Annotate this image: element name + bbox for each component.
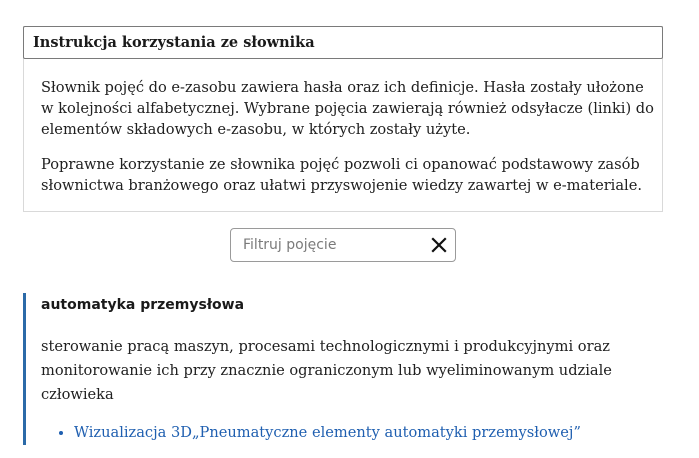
entry-term: automatyka przemysłowa (41, 297, 245, 313)
instructions-body (41, 77, 656, 196)
entry-links-list (41, 421, 581, 445)
filter-box (230, 228, 456, 262)
entry-definition: sterowanie pracą maszyn, procesami technologicznymi i produkcyjnymi oraz monitorowanie ich przy znacznie ograniczonym lub wyeliminowanym udziale człowieka (41, 338, 612, 403)
entry-link[interactable]: Wizualizacja 3D„Pneumatyczne elementy automatyki przemysłowej” (74, 424, 581, 441)
instructions-panel (23, 26, 663, 212)
filter-input[interactable] (231, 229, 421, 261)
glossary-entry (23, 293, 666, 445)
instructions-title[interactable]: Instrukcja korzystania ze słownika (23, 26, 663, 59)
instructions-paragraph-1: Słownik pojęć do e-zasobu zawiera hasła oraz ich definicje. Hasła zostały ułożone w kolejności alfabetycznej. Wybrane pojęcia zawierają również odsyłacze (linki) do elementów składowych e-zasobu, w których zostały użyte. (41, 79, 654, 138)
entry-link-item (74, 421, 581, 445)
close-icon[interactable] (429, 235, 449, 255)
instructions-paragraph-2: Poprawne korzystanie ze słownika pojęć pozwoli ci opanować podstawowy zasób słownictwa branżowego oraz ułatwi przyswojenie wiedzy zawartej w e-materiale. (41, 156, 642, 194)
